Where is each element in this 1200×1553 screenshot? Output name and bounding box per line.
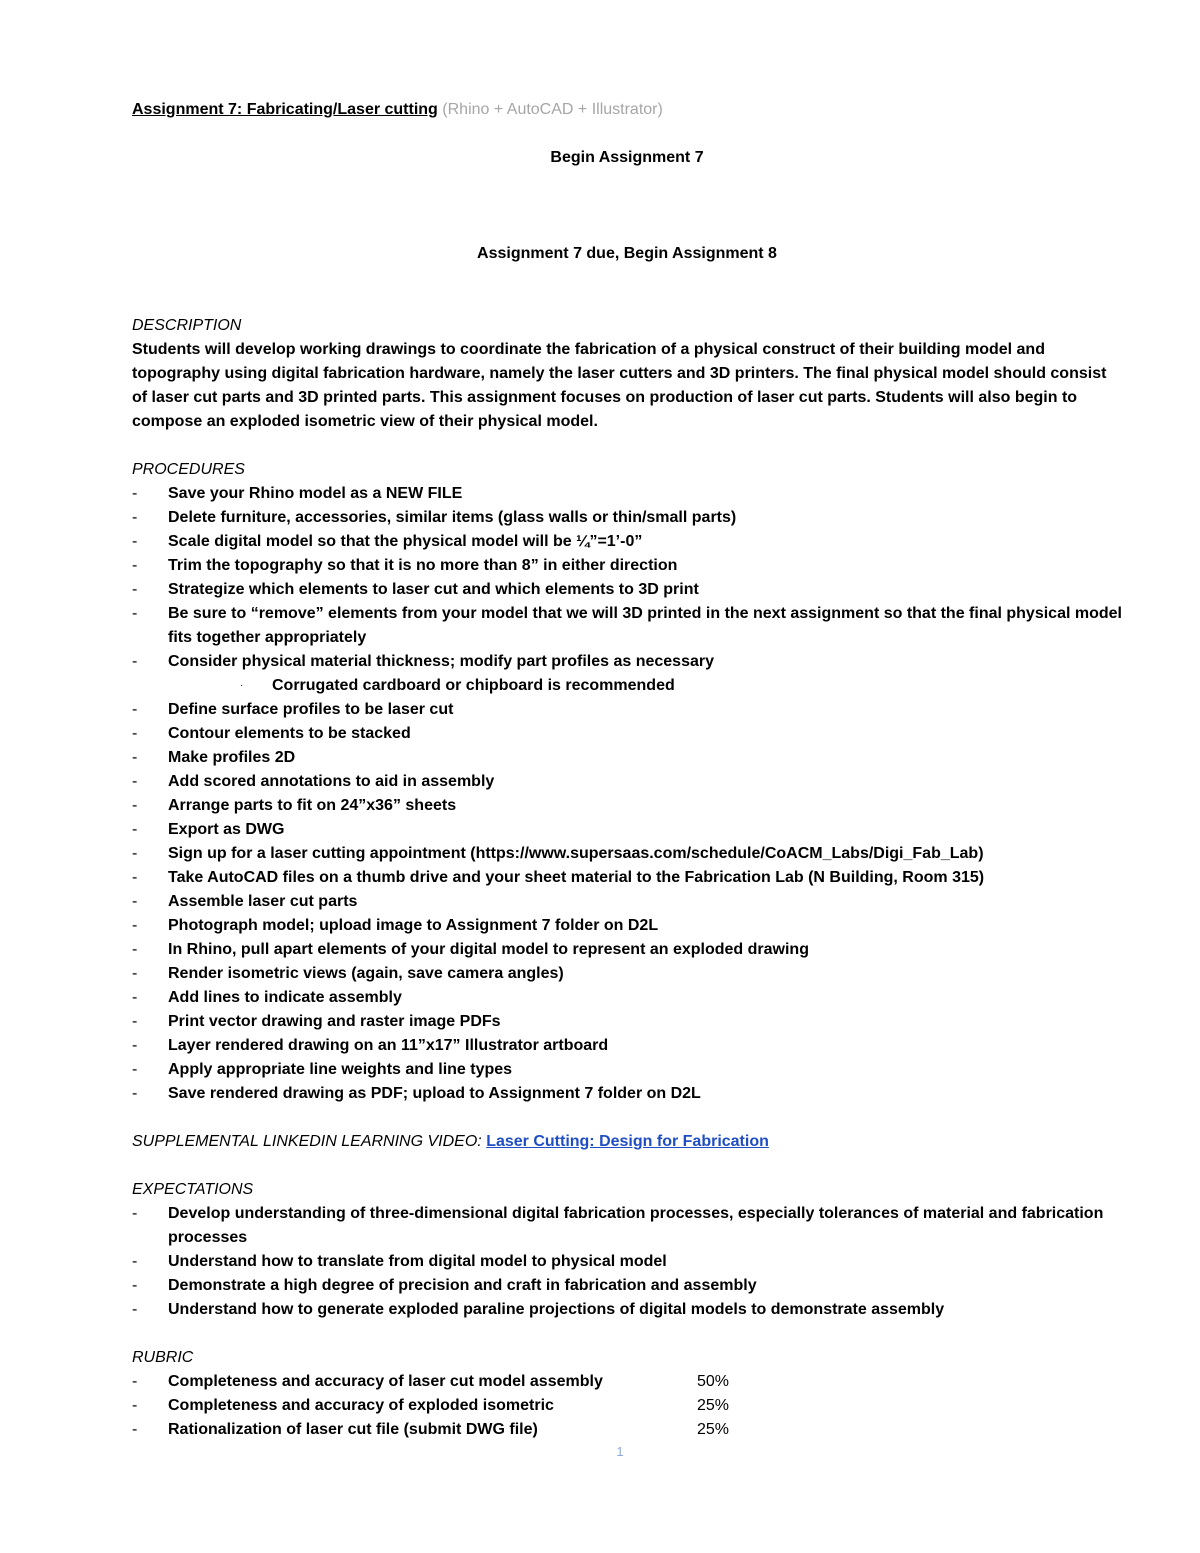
list-item: - Delete furniture, accessories, similar items (glass walls or thin/small parts) xyxy=(132,509,737,526)
begin-assignment-line: Begin Assignment 7 xyxy=(550,149,704,166)
description-text: Students will develop working drawings to coordinate the fabrication of a physical construct of their building model and topography using digital fabrication hardware, namely the laser cutters and 3D printers. The final physical model should consist of laser cut parts and 3D printed parts. This assignment focuses on production of laser cut parts. Students will also begin to compose an exploded isometric view of their physical model. xyxy=(132,341,1107,430)
list-item: - Scale digital model so that the physical model will be ¼”=1’-0” xyxy=(132,533,643,550)
rubric-label: Completeness and accuracy of laser cut model assembly xyxy=(168,1373,603,1390)
procedures-list xyxy=(132,482,1122,674)
list-item: - Demonstrate a high degree of precision and craft in fabrication and assembly xyxy=(132,1277,757,1294)
list-item: - Add scored annotations to aid in assembly xyxy=(132,773,495,790)
list-item: - Contour elements to be stacked xyxy=(132,725,411,742)
rubric-label: Completeness and accuracy of exploded isometric xyxy=(168,1397,554,1414)
list-item: - Render isometric views (again, save camera angles) xyxy=(132,965,564,982)
list-item: - Arrange parts to fit on 24”x36” sheets xyxy=(132,797,457,814)
list-item: - Export as DWG xyxy=(132,821,285,838)
supplemental-line xyxy=(132,1130,1122,1154)
sub-bullet: · xyxy=(240,680,244,691)
list-item: - Take AutoCAD files on a thumb drive and your sheet material to the Fabrication Lab (N Building, Room 315) xyxy=(132,869,985,886)
rubric-heading: RUBRIC xyxy=(132,1349,194,1366)
list-item: - Develop understanding of three-dimensional digital fabrication processes, especially tolerances of material and fabrication processes xyxy=(132,1205,1104,1246)
list-item: - Understand how to generate exploded paraline projections of digital models to demonstrate assembly xyxy=(132,1301,945,1318)
supplemental-video-link[interactable]: Laser Cutting: Design for Fabrication xyxy=(486,1133,769,1150)
procedures-heading: PROCEDURES xyxy=(132,461,245,478)
sub-list-item: · Corrugated cardboard or chipboard is recommended xyxy=(132,674,1122,698)
list-item: - Be sure to “remove” elements from your model that we will 3D printed in the next assignment so that the final physical model fits together appropriately xyxy=(132,605,1122,646)
list-item: - Assemble laser cut parts xyxy=(132,893,358,910)
assignment-title-line xyxy=(132,98,1122,122)
list-item: - Trim the topography so that it is no more than 8” in either direction xyxy=(132,557,678,574)
expectations-heading: EXPECTATIONS xyxy=(132,1181,254,1198)
rubric-value: 25% xyxy=(697,1397,730,1414)
assignment-tools: (Rhino + AutoCAD + Illustrator) xyxy=(442,101,663,118)
assignment-title: Assignment 7: Fabricating/Laser cutting xyxy=(132,101,438,118)
list-item: - Save your Rhino model as a NEW FILE xyxy=(132,485,463,502)
list-item: - Make profiles 2D xyxy=(132,749,296,766)
document-body xyxy=(132,98,1122,1442)
list-item: - Apply appropriate line weights and line types xyxy=(132,1061,513,1078)
list-item: - In Rhino, pull apart elements of your digital model to represent an exploded drawing xyxy=(132,941,809,958)
list-item: - Photograph model; upload image to Assignment 7 folder on D2L xyxy=(132,917,659,934)
due-line: Assignment 7 due, Begin Assignment 8 xyxy=(477,245,777,262)
rubric-row: - Completeness and accuracy of laser cut model assembly 50% xyxy=(132,1370,1122,1394)
supplemental-label: SUPPLEMENTAL LINKEDIN LEARNING VIDEO: xyxy=(132,1133,482,1150)
list-item: - Understand how to translate from digital model to physical model xyxy=(132,1253,667,1270)
list-item: - Add lines to indicate assembly xyxy=(132,989,402,1006)
list-item: - Strategize which elements to laser cut and which elements to 3D print xyxy=(132,581,699,598)
rubric-label: Rationalization of laser cut file (submit DWG file) xyxy=(168,1421,538,1438)
description-heading: DESCRIPTION xyxy=(132,317,242,334)
expectations-list xyxy=(132,1202,1122,1322)
page-number: 1 xyxy=(616,1444,624,1459)
list-item: - Define surface profiles to be laser cut xyxy=(132,701,454,718)
list-item: - Layer rendered drawing on an 11”x17” Illustrator artboard xyxy=(132,1037,609,1054)
list-item: - Sign up for a laser cutting appointment (https://www.supersaas.com/schedule/CoACM_Labs/Digi_Fab_Lab) xyxy=(132,845,984,862)
rubric-row: - Completeness and accuracy of exploded isometric 25% xyxy=(132,1394,1122,1418)
list-item: - Save rendered drawing as PDF; upload to Assignment 7 folder on D2L xyxy=(132,1085,701,1102)
list-item: - Print vector drawing and raster image PDFs xyxy=(132,1013,501,1030)
list-item: - Consider physical material thickness; modify part profiles as necessary xyxy=(132,653,714,670)
rubric-row: - Rationalization of laser cut file (submit DWG file) 25% xyxy=(132,1418,1122,1442)
rubric-value: 50% xyxy=(697,1373,730,1390)
rubric-value: 25% xyxy=(697,1421,730,1438)
procedures-list-continued xyxy=(132,698,1122,1106)
